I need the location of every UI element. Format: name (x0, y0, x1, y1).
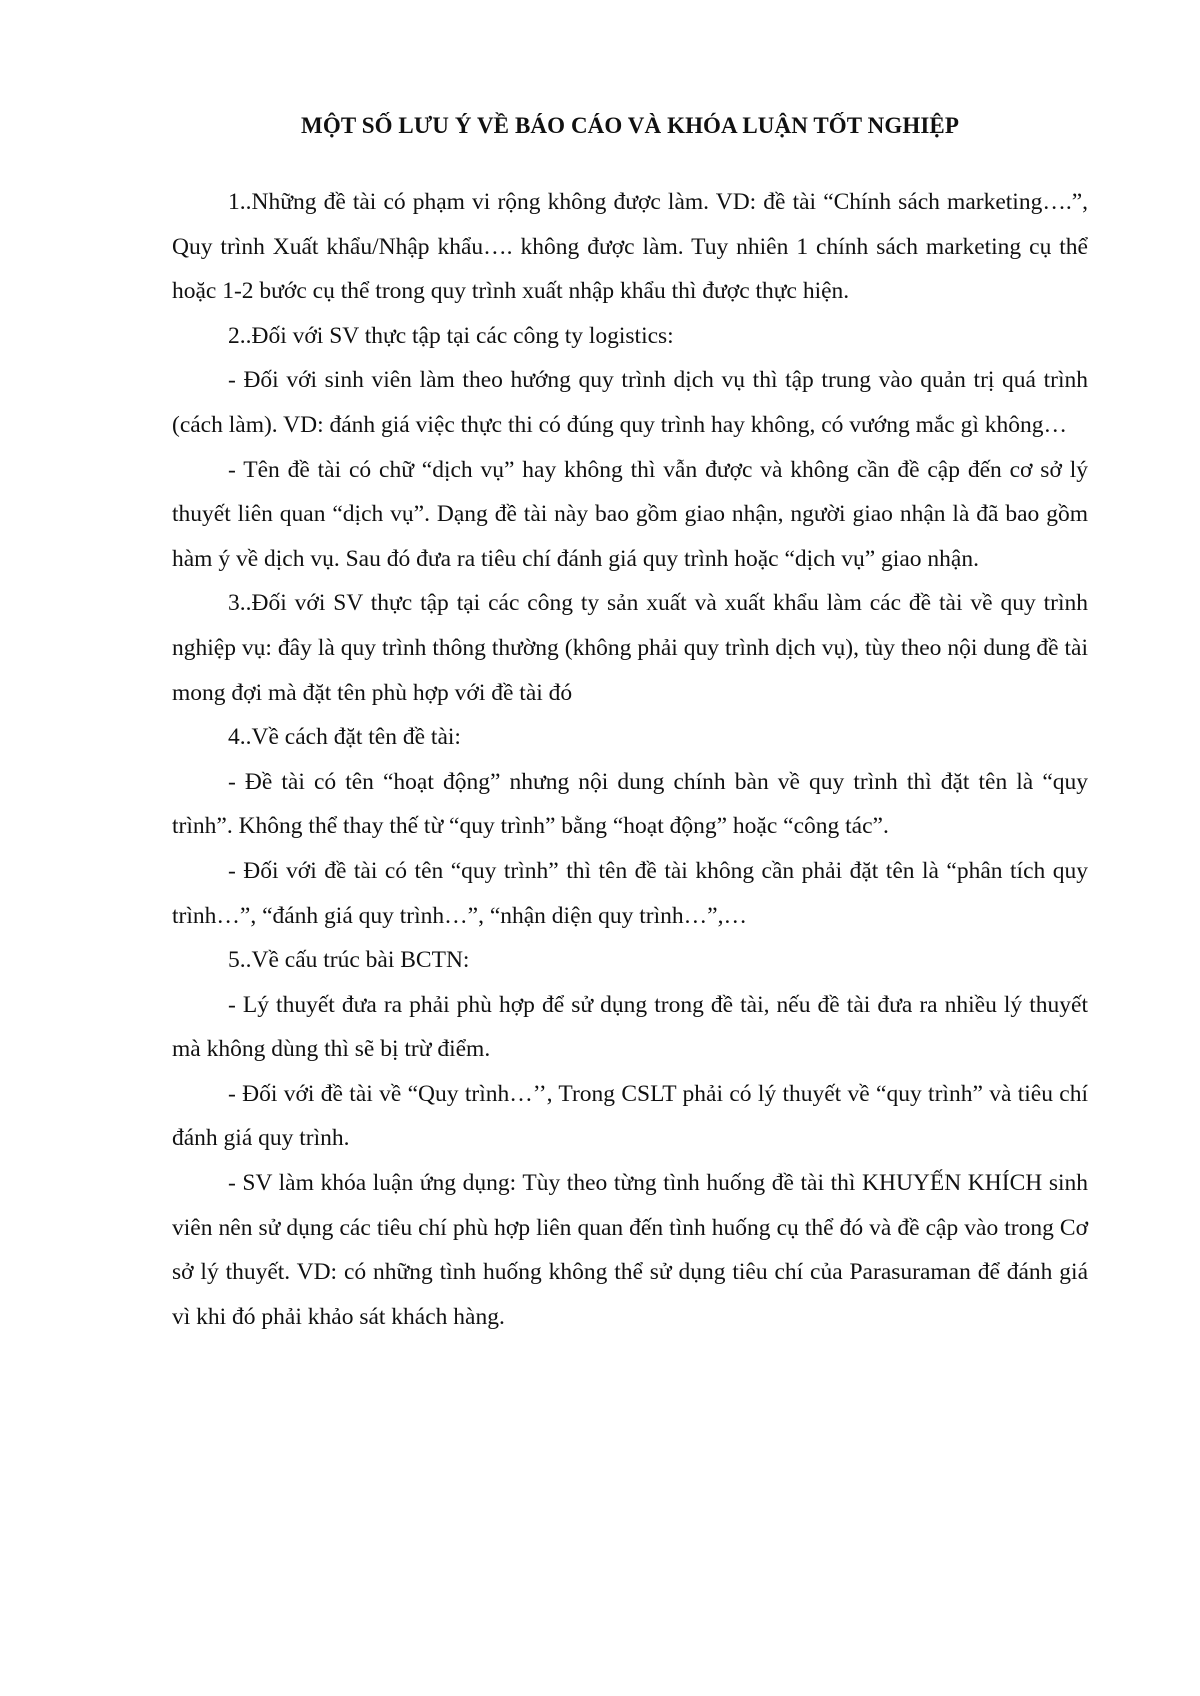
document-body (172, 110, 1088, 1339)
paragraph-7: - Đề tài có tên “hoạt động” nhưng nội dung chính bàn về quy trình thì đặt tên là “quy trình”. Không thể thay thế từ “quy trình” bằng “hoạt động” hoặc “công tác”. (172, 768, 1088, 840)
paragraph-4: - Tên đề tài có chữ “dịch vụ” hay không thì vẫn được và không cần đề cập đến cơ sở lý thuyết liên quan “dịch vụ”. Dạng đề tài này bao gồm giao nhận, người giao nhận là đã bao gồm hàm ý về dịch vụ. Sau đó đưa ra tiêu chí đánh giá quy trình hoặc “dịch vụ” giao nhận. (172, 456, 1088, 572)
paragraph-8: - Đối với đề tài có tên “quy trình” thì tên đề tài không cần phải đặt tên là “phân tích quy trình…”, “đánh giá quy trình…”, “nhận diện quy trình…”,… (172, 857, 1088, 929)
paragraph-6: 4..Về cách đặt tên đề tài: (228, 724, 461, 751)
paragraph-9: 5..Về cấu trúc bài BCTN: (228, 947, 470, 974)
paragraph-5: 3..Đối với SV thực tập tại các công ty sản xuất và xuất khẩu làm các đề tài về quy trình nghiệp vụ: đây là quy trình thông thường (không phải quy trình dịch vụ), tùy theo nội dung đề tài mong đợi mà đặt tên phù hợp với đề tài đó (172, 590, 1088, 706)
paragraph-12: - SV làm khóa luận ứng dụng: Tùy theo từng tình huống đề tài thì KHUYẾN KHÍCH sinh viên nên sử dụng các tiêu chí phù hợp liên quan đến tình huống cụ thể đó và đề cập vào trong Cơ sở lý thuyết. VD: có những tình huống không thể sử dụng tiêu chí của Parasuraman để đánh giá vì khi đó phải khảo sát khách hàng. (172, 1170, 1088, 1330)
paragraph-10: - Lý thuyết đưa ra phải phù hợp để sử dụng trong đề tài, nếu đề tài đưa ra nhiều lý thuyết mà không dùng thì sẽ bị trừ điểm. (172, 991, 1088, 1063)
paragraph-1: 1..Những đề tài có phạm vi rộng không được làm. VD: đề tài “Chính sách marketing….”, Quy trình Xuất khẩu/Nhập khẩu…. không được làm. Tuy nhiên 1 chính sách marketing cụ thể hoặc 1-2 bước cụ thể trong quy trình xuất nhập khẩu thì được thực hiện. (172, 189, 1088, 305)
paragraph-11: - Đối với đề tài về “Quy trình…’’, Trong CSLT phải có lý thuyết về “quy trình” và tiêu chí đánh giá quy trình. (172, 1080, 1088, 1152)
paragraph-3: - Đối với sinh viên làm theo hướng quy trình dịch vụ thì tập trung vào quản trị quá trình (cách làm). VD: đánh giá việc thực thi có đúng quy trình hay không, có vướng mắc gì không… (172, 367, 1088, 438)
paragraph-2: 2..Đối với SV thực tập tại các công ty logistics: (228, 322, 674, 349)
document-title: MỘT SỐ LƯU Ý VỀ BÁO CÁO VÀ KHÓA LUẬN TỐT NGHIỆP (301, 113, 959, 138)
